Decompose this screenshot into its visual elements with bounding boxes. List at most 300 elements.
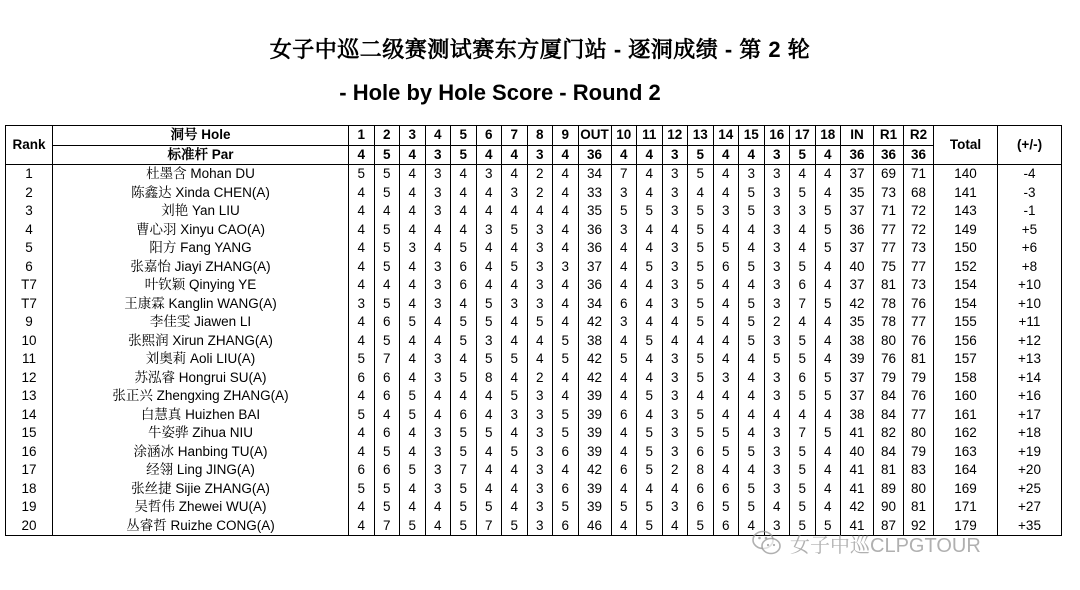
hole-7: 7 — [502, 126, 528, 146]
score-cell: 80 — [904, 424, 934, 443]
score-cell: 4 — [451, 221, 477, 240]
score-cell: 4 — [713, 295, 739, 314]
title-chinese: 女子中巡二级赛测试赛东方厦门站 - 逐洞成绩 - 第 2 轮 — [269, 37, 811, 62]
score-cell: 4 — [688, 387, 714, 406]
score-cell: 4 — [815, 313, 841, 332]
score-cell: 39 — [578, 443, 611, 462]
par-17: 5 — [790, 145, 816, 165]
total-header: Total — [934, 126, 998, 165]
score-cell: 3 — [764, 295, 790, 314]
table-row — [6, 239, 1062, 258]
score-cell: 3 — [662, 424, 688, 443]
table-row — [6, 332, 1062, 351]
score-cell: 4 — [764, 498, 790, 517]
score-cell: 6 — [553, 480, 579, 499]
score-cell: 3 — [764, 221, 790, 240]
score-cell: 6 — [713, 517, 739, 536]
rank-cell: 16 — [6, 443, 53, 462]
score-cell: 3 — [662, 369, 688, 388]
score-cell: 37 — [841, 165, 874, 184]
score-cell: 3 — [764, 461, 790, 480]
score-cell: 4 — [739, 406, 765, 425]
score-cell: 5 — [502, 517, 528, 536]
score-cell: 80 — [904, 480, 934, 499]
par-15: 4 — [739, 145, 765, 165]
score-cell: 4 — [502, 424, 528, 443]
table-row — [6, 443, 1062, 462]
score-cell: 5 — [476, 295, 502, 314]
score-cell: 4 — [400, 184, 426, 203]
score-cell: 4 — [713, 313, 739, 332]
score-cell: 37 — [841, 369, 874, 388]
score-cell: 4 — [553, 313, 579, 332]
score-cell: 4 — [476, 202, 502, 221]
score-cell: 5 — [815, 387, 841, 406]
total-cell: 157 — [934, 350, 998, 369]
score-cell: 4 — [349, 424, 375, 443]
score-cell: 78 — [874, 295, 904, 314]
score-cell: 4 — [611, 276, 637, 295]
score-cell: 3 — [425, 480, 451, 499]
par-label: 标准杆 Par — [53, 145, 349, 165]
score-cell: 40 — [841, 443, 874, 462]
score-cell: 5 — [815, 221, 841, 240]
score-cell: 4 — [739, 369, 765, 388]
par-1: 4 — [349, 145, 375, 165]
score-cell: 4 — [553, 165, 579, 184]
score-cell: 5 — [790, 184, 816, 203]
table-row — [6, 184, 1062, 203]
score-cell: 39 — [578, 480, 611, 499]
total-cell: 149 — [934, 221, 998, 240]
score-cell: 5 — [637, 424, 663, 443]
score-cell: 4 — [400, 221, 426, 240]
score-cell: 4 — [451, 184, 477, 203]
score-cell: 84 — [874, 443, 904, 462]
score-cell: 3 — [425, 369, 451, 388]
score-cell: 3 — [764, 424, 790, 443]
score-cell: 39 — [841, 350, 874, 369]
score-cell: 36 — [841, 221, 874, 240]
diff-cell: +27 — [998, 498, 1062, 517]
score-cell: 4 — [713, 387, 739, 406]
score-cell: 5 — [451, 480, 477, 499]
score-cell: 5 — [637, 498, 663, 517]
score-cell: 3 — [527, 387, 553, 406]
score-cell: 5 — [739, 480, 765, 499]
score-cell: 3 — [527, 258, 553, 277]
score-cell: 7 — [374, 350, 400, 369]
score-cell: 5 — [739, 443, 765, 462]
score-cell: 5 — [739, 202, 765, 221]
score-cell: 4 — [502, 276, 528, 295]
score-cell: 41 — [841, 517, 874, 536]
score-cell: 4 — [425, 498, 451, 517]
rank-cell: 3 — [6, 202, 53, 221]
score-cell: 4 — [637, 239, 663, 258]
diff-cell: +8 — [998, 258, 1062, 277]
table-row — [6, 221, 1062, 240]
score-cell: 68 — [904, 184, 934, 203]
par-out: 36 — [578, 145, 611, 165]
score-cell: 3 — [764, 387, 790, 406]
score-cell: 5 — [451, 498, 477, 517]
rank-cell: T7 — [6, 276, 53, 295]
hole-12: 12 — [662, 126, 688, 146]
rank-cell: T7 — [6, 295, 53, 314]
score-cell: 5 — [400, 461, 426, 480]
hole-2: 2 — [374, 126, 400, 146]
player-name: 杜墨含 Mohan DU — [53, 165, 349, 184]
score-cell: 4 — [400, 424, 426, 443]
score-cell: 3 — [764, 332, 790, 351]
score-cell: 4 — [553, 387, 579, 406]
score-cell: 4 — [349, 239, 375, 258]
total-cell: 141 — [934, 184, 998, 203]
score-cell: 4 — [713, 406, 739, 425]
score-cell: 4 — [815, 165, 841, 184]
score-cell: 77 — [874, 221, 904, 240]
score-cell: 4 — [637, 165, 663, 184]
score-cell: 4 — [713, 276, 739, 295]
table-row — [6, 350, 1062, 369]
par-11: 4 — [637, 145, 663, 165]
score-cell: 6 — [611, 295, 637, 314]
score-cell: 4 — [502, 239, 528, 258]
score-cell: 83 — [904, 461, 934, 480]
score-cell: 3 — [527, 498, 553, 517]
score-cell: 4 — [425, 221, 451, 240]
player-name: 张丝捷 Sijie ZHANG(A) — [53, 480, 349, 499]
score-cell: 4 — [476, 461, 502, 480]
score-cell: 3 — [502, 295, 528, 314]
par-row — [6, 145, 1062, 165]
score-cell: 76 — [904, 387, 934, 406]
score-cell: 5 — [451, 313, 477, 332]
score-cell: 5 — [688, 517, 714, 536]
player-name: 陈鑫达 Xinda CHEN(A) — [53, 184, 349, 203]
score-cell: 5 — [790, 498, 816, 517]
score-cell: 3 — [764, 443, 790, 462]
score-cell: 35 — [578, 202, 611, 221]
score-cell: 5 — [688, 369, 714, 388]
rank-cell: 10 — [6, 332, 53, 351]
rank-cell: 18 — [6, 480, 53, 499]
score-cell: 3 — [662, 406, 688, 425]
score-cell: 5 — [502, 387, 528, 406]
score-cell: 5 — [374, 332, 400, 351]
player-name: 王康霖 Kanglin WANG(A) — [53, 295, 349, 314]
score-cell: 5 — [374, 443, 400, 462]
score-cell: 4 — [553, 221, 579, 240]
score-cell: 3 — [662, 184, 688, 203]
score-cell: 4 — [815, 498, 841, 517]
score-cell: 4 — [790, 313, 816, 332]
score-cell: 4 — [349, 443, 375, 462]
hole-out: OUT — [578, 126, 611, 146]
rank-cell: 6 — [6, 258, 53, 277]
score-cell: 3 — [662, 239, 688, 258]
diff-cell: +5 — [998, 221, 1062, 240]
score-cell: 5 — [553, 332, 579, 351]
hole-10: 10 — [611, 126, 637, 146]
par-8: 3 — [527, 145, 553, 165]
score-cell: 4 — [637, 350, 663, 369]
score-cell: 3 — [611, 184, 637, 203]
par-12: 3 — [662, 145, 688, 165]
score-cell: 4 — [739, 424, 765, 443]
score-cell: 5 — [374, 184, 400, 203]
score-cell: 4 — [662, 313, 688, 332]
score-cell: 4 — [553, 184, 579, 203]
score-cell: 5 — [527, 313, 553, 332]
score-cell: 3 — [662, 165, 688, 184]
score-cell: 72 — [904, 221, 934, 240]
score-cell: 4 — [637, 221, 663, 240]
score-cell: 37 — [841, 276, 874, 295]
hole-6: 6 — [476, 126, 502, 146]
score-cell: 3 — [764, 202, 790, 221]
round-1-header: R1 — [874, 126, 904, 146]
score-cell: 3 — [662, 202, 688, 221]
rank-cell: 4 — [6, 221, 53, 240]
score-cell: 4 — [400, 258, 426, 277]
score-cell: 6 — [374, 369, 400, 388]
rank-cell: 19 — [6, 498, 53, 517]
score-cell: 7 — [790, 295, 816, 314]
table-row — [6, 461, 1062, 480]
score-cell: 72 — [904, 202, 934, 221]
score-body — [6, 165, 1062, 536]
score-cell: 3 — [527, 480, 553, 499]
diff-cell: +25 — [998, 480, 1062, 499]
score-cell: 3 — [764, 480, 790, 499]
score-cell: 5 — [815, 517, 841, 536]
score-cell: 5 — [374, 258, 400, 277]
score-cell: 6 — [713, 480, 739, 499]
score-cell: 4 — [662, 480, 688, 499]
score-cell: 5 — [553, 406, 579, 425]
score-cell: 5 — [688, 239, 714, 258]
score-cell: 5 — [553, 350, 579, 369]
rank-cell: 2 — [6, 184, 53, 203]
score-cell: 6 — [451, 258, 477, 277]
score-cell: 6 — [688, 480, 714, 499]
table-row — [6, 480, 1062, 499]
score-cell: 3 — [527, 239, 553, 258]
score-cell: 81 — [904, 350, 934, 369]
total-cell: 162 — [934, 424, 998, 443]
score-cell: 5 — [790, 480, 816, 499]
score-cell: 81 — [874, 461, 904, 480]
total-cell: 150 — [934, 239, 998, 258]
score-cell: 3 — [611, 313, 637, 332]
score-cell: 4 — [374, 406, 400, 425]
score-cell: 4 — [527, 332, 553, 351]
score-cell: 5 — [688, 258, 714, 277]
player-name: 阳方 Fang YANG — [53, 239, 349, 258]
score-cell: 3 — [527, 295, 553, 314]
score-cell: 5 — [688, 350, 714, 369]
table-row — [6, 406, 1062, 425]
score-cell: 76 — [874, 350, 904, 369]
score-cell: 5 — [790, 461, 816, 480]
score-cell: 5 — [451, 369, 477, 388]
score-cell: 3 — [764, 239, 790, 258]
score-cell: 5 — [637, 461, 663, 480]
diff-cell: +19 — [998, 443, 1062, 462]
score-cell: 5 — [764, 350, 790, 369]
score-cell: 5 — [611, 350, 637, 369]
rank-cell: 20 — [6, 517, 53, 536]
table-row — [6, 202, 1062, 221]
score-cell: 8 — [476, 369, 502, 388]
score-cell: 82 — [874, 424, 904, 443]
score-cell: 38 — [841, 406, 874, 425]
score-cell: 4 — [400, 443, 426, 462]
score-cell: 4 — [527, 202, 553, 221]
par-16: 3 — [764, 145, 790, 165]
total-cell: 161 — [934, 406, 998, 425]
score-cell: 4 — [739, 387, 765, 406]
score-cell: 5 — [349, 350, 375, 369]
par-r1: 36 — [874, 145, 904, 165]
player-name: 曹心羽 Xinyu CAO(A) — [53, 221, 349, 240]
diff-cell: -4 — [998, 165, 1062, 184]
score-cell: 3 — [502, 406, 528, 425]
rank-cell: 12 — [6, 369, 53, 388]
score-cell: 5 — [476, 424, 502, 443]
score-cell: 3 — [527, 461, 553, 480]
score-cell: 4 — [400, 332, 426, 351]
score-cell: 5 — [637, 443, 663, 462]
score-cell: 3 — [662, 387, 688, 406]
score-cell: 3 — [662, 498, 688, 517]
score-cell: 41 — [841, 461, 874, 480]
score-cell: 5 — [400, 313, 426, 332]
score-cell: 3 — [425, 295, 451, 314]
score-cell: 39 — [578, 406, 611, 425]
score-cell: 4 — [688, 332, 714, 351]
score-cell: 4 — [425, 406, 451, 425]
score-cell: 4 — [553, 295, 579, 314]
score-cell: 5 — [637, 517, 663, 536]
score-cell: 4 — [476, 443, 502, 462]
score-cell: 4 — [502, 480, 528, 499]
hole-3: 3 — [400, 126, 426, 146]
score-cell: 4 — [815, 184, 841, 203]
score-cell: 4 — [790, 165, 816, 184]
score-cell: 79 — [904, 443, 934, 462]
score-cell: 4 — [425, 517, 451, 536]
score-cell: 6 — [688, 498, 714, 517]
score-cell: 77 — [904, 258, 934, 277]
score-cell: 3 — [527, 424, 553, 443]
score-cell: 6 — [374, 461, 400, 480]
score-cell: 4 — [451, 295, 477, 314]
score-cell: 78 — [874, 313, 904, 332]
score-cell: 4 — [611, 332, 637, 351]
score-cell: 3 — [527, 517, 553, 536]
score-cell: 4 — [502, 498, 528, 517]
total-cell: 160 — [934, 387, 998, 406]
score-cell: 4 — [425, 239, 451, 258]
table-row — [6, 276, 1062, 295]
score-cell: 5 — [553, 424, 579, 443]
score-cell: 5 — [713, 498, 739, 517]
score-cell: 4 — [451, 202, 477, 221]
score-cell: 37 — [841, 239, 874, 258]
player-name: 苏泓睿 Hongrui SU(A) — [53, 369, 349, 388]
rank-cell: 1 — [6, 165, 53, 184]
diff-cell: +16 — [998, 387, 1062, 406]
score-cell: 33 — [578, 184, 611, 203]
hole-row — [6, 126, 1062, 146]
score-cell: 3 — [425, 184, 451, 203]
score-cell: 3 — [764, 517, 790, 536]
hole-14: 14 — [713, 126, 739, 146]
score-cell: 37 — [841, 202, 874, 221]
score-cell: 6 — [611, 406, 637, 425]
score-cell: 4 — [739, 461, 765, 480]
score-cell: 6 — [349, 369, 375, 388]
score-cell: 36 — [578, 239, 611, 258]
score-cell: 42 — [578, 313, 611, 332]
score-cell: 5 — [611, 202, 637, 221]
hole-5: 5 — [451, 126, 477, 146]
score-cell: 4 — [662, 221, 688, 240]
score-cell: 35 — [841, 313, 874, 332]
score-cell: 5 — [502, 258, 528, 277]
player-name: 涂涵冰 Hanbing TU(A) — [53, 443, 349, 462]
score-cell: 6 — [349, 461, 375, 480]
player-name: 牛姿骅 Zihua NIU — [53, 424, 349, 443]
score-cell: 4 — [553, 461, 579, 480]
score-cell: 4 — [790, 221, 816, 240]
score-cell: 5 — [451, 517, 477, 536]
score-cell: 39 — [578, 498, 611, 517]
score-cell: 3 — [425, 202, 451, 221]
score-cell: 5 — [739, 498, 765, 517]
score-cell: 5 — [374, 221, 400, 240]
score-cell: 3 — [662, 258, 688, 277]
score-cell: 5 — [790, 517, 816, 536]
score-cell: 6 — [374, 313, 400, 332]
score-cell: 41 — [841, 480, 874, 499]
score-cell: 5 — [790, 258, 816, 277]
score-cell: 3 — [662, 443, 688, 462]
score-cell: 4 — [349, 202, 375, 221]
total-cell: 169 — [934, 480, 998, 499]
score-cell: 4 — [502, 165, 528, 184]
score-cell: 6 — [611, 461, 637, 480]
score-cell: 36 — [578, 221, 611, 240]
player-name: 叶钦颖 Qinying YE — [53, 276, 349, 295]
total-cell: 154 — [934, 276, 998, 295]
score-cell: 5 — [688, 295, 714, 314]
score-cell: 4 — [476, 184, 502, 203]
score-cell: 37 — [578, 258, 611, 277]
score-cell: 4 — [502, 461, 528, 480]
score-cell: 5 — [688, 165, 714, 184]
par-10: 4 — [611, 145, 637, 165]
score-cell: 46 — [578, 517, 611, 536]
rank-cell: 14 — [6, 406, 53, 425]
score-cell: 3 — [502, 184, 528, 203]
score-cell: 4 — [815, 443, 841, 462]
score-cell: 4 — [349, 276, 375, 295]
score-cell: 4 — [349, 387, 375, 406]
